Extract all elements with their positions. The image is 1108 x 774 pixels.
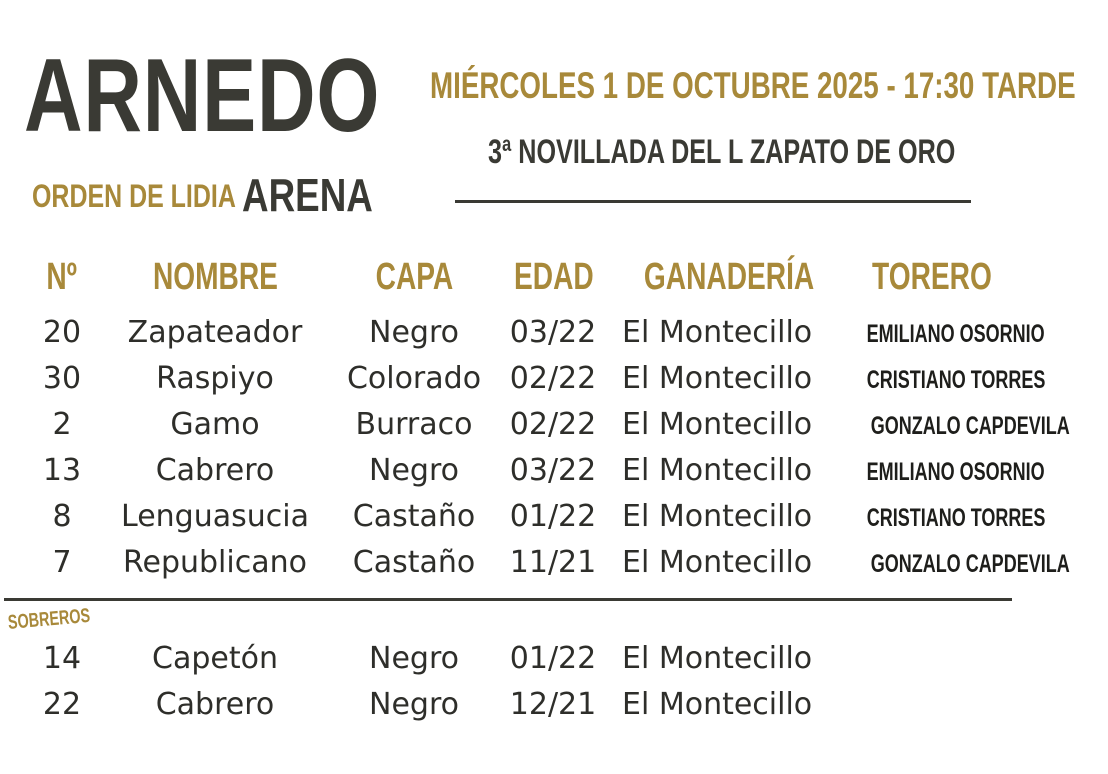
bull-name: Republicano	[123, 545, 307, 580]
bull-number: 8	[52, 499, 72, 534]
bull-ganaderia: El Montecillo	[622, 545, 813, 580]
bull-number: 20	[42, 315, 82, 350]
torero-name: GONZALO CAPDEVILA	[870, 412, 1070, 440]
arena-label: ARENA	[242, 169, 373, 221]
table-row	[0, 636, 1042, 682]
column-header-num: Nº	[46, 256, 78, 298]
torero-name: EMILIANO OSORNIO	[866, 458, 1045, 486]
bull-capa: Castaño	[352, 545, 476, 580]
event-name: 3ª NOVILLADA DEL L ZAPATO DE ORO	[488, 133, 956, 171]
bull-name: Cabrero	[155, 453, 275, 488]
bull-ganaderia: El Montecillo	[622, 499, 813, 534]
bull-edad: 03/22	[509, 315, 597, 350]
bull-number: 7	[52, 545, 72, 580]
bull-edad: 11/21	[509, 545, 597, 580]
table-row	[0, 448, 1045, 494]
bull-ganaderia: El Montecillo	[622, 361, 813, 396]
bull-number: 2	[52, 407, 72, 442]
torero-name: CRISTIANO TORRES	[866, 504, 1046, 532]
torero-name: GONZALO CAPDEVILA	[870, 550, 1070, 578]
bull-name: Raspiyo	[156, 361, 274, 396]
bull-capa: Castaño	[352, 499, 476, 534]
bull-number: 13	[42, 453, 82, 488]
bull-edad: 12/21	[509, 687, 597, 722]
bull-edad: 01/22	[509, 499, 597, 534]
column-header-torero: TORERO	[872, 256, 992, 298]
bull-ganaderia: El Montecillo	[622, 407, 813, 442]
table-row	[0, 494, 1046, 540]
bull-ganaderia: El Montecillo	[622, 641, 813, 676]
bull-number: 22	[42, 687, 82, 722]
order-label: ORDEN DE LIDIA	[32, 178, 236, 214]
town-title: ARNEDO	[24, 38, 381, 154]
bull-number: 30	[42, 361, 82, 396]
sobreros-label: SOBREROS	[7, 604, 92, 634]
table-row	[0, 356, 1046, 402]
bull-number: 14	[42, 641, 82, 676]
bull-capa: Colorado	[346, 361, 482, 396]
column-header-edad: EDAD	[513, 256, 594, 298]
table-row	[0, 682, 1042, 728]
sobreros-divider	[4, 598, 1012, 601]
bull-edad: 02/22	[509, 407, 597, 442]
bull-edad: 03/22	[509, 453, 597, 488]
header-divider	[455, 200, 971, 203]
column-header-ganaderia: GANADERÍA	[643, 256, 815, 298]
table-row	[0, 540, 1070, 586]
bull-edad: 01/22	[509, 641, 597, 676]
event-date: MIÉRCOLES 1 DE OCTUBRE 2025 - 17:30 TARDE	[430, 65, 1076, 106]
bull-capa: Negro	[369, 315, 459, 350]
bull-name: Lenguasucia	[121, 499, 309, 534]
column-header-name: NOMBRE	[152, 256, 278, 298]
bull-name: Zapateador	[127, 315, 303, 350]
bull-capa: Negro	[369, 687, 459, 722]
bull-name: Cabrero	[155, 687, 275, 722]
bull-ganaderia: El Montecillo	[622, 687, 813, 722]
bull-capa: Negro	[369, 453, 459, 488]
bull-name: Gamo	[170, 407, 260, 442]
bull-ganaderia: El Montecillo	[622, 315, 813, 350]
column-header-capa: CAPA	[375, 256, 453, 298]
table-row	[0, 402, 1070, 448]
table-row	[0, 310, 1045, 356]
bull-edad: 02/22	[509, 361, 597, 396]
bull-capa: Burraco	[355, 407, 473, 442]
bull-capa: Negro	[369, 641, 459, 676]
torero-name: CRISTIANO TORRES	[866, 366, 1046, 394]
bull-name: Capetón	[152, 641, 278, 676]
torero-name: EMILIANO OSORNIO	[866, 320, 1045, 348]
bull-ganaderia: El Montecillo	[622, 453, 813, 488]
